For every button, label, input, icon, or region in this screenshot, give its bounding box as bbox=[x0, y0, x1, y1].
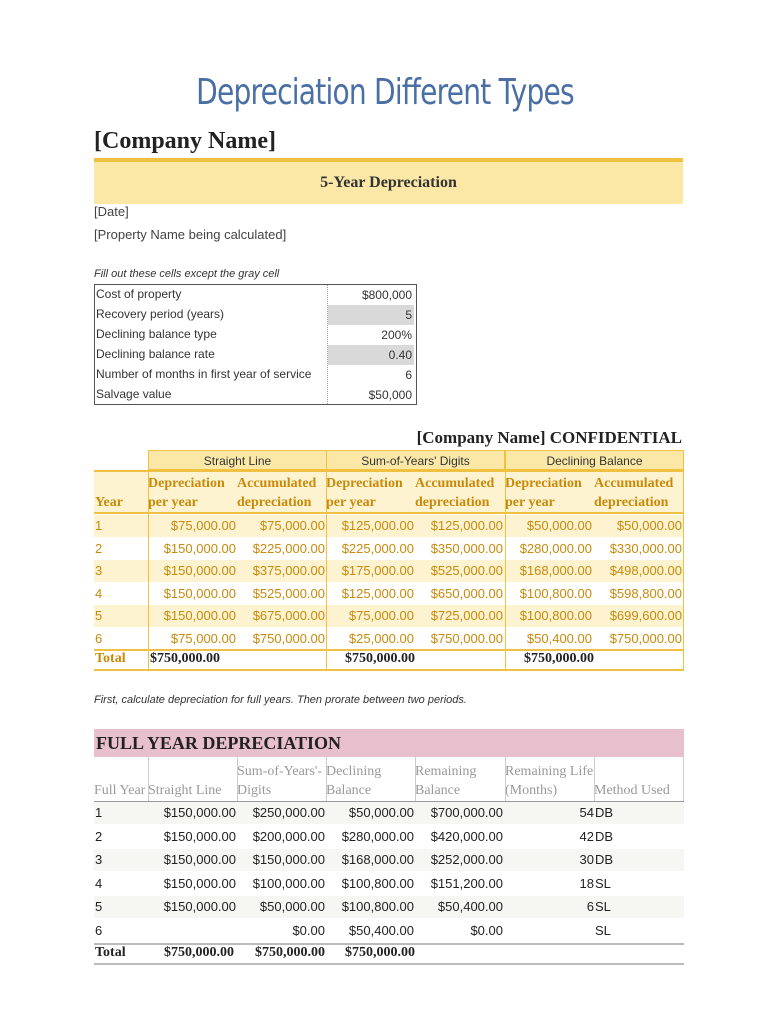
value-cell: $150,000.00 bbox=[163, 899, 236, 914]
value-cell: $75,000.00 bbox=[348, 608, 414, 623]
divider bbox=[505, 757, 506, 801]
column-header: depreciation bbox=[594, 495, 669, 510]
divider bbox=[326, 757, 327, 801]
value-cell: $100,800.00 bbox=[341, 899, 414, 914]
value-cell: $420,000.00 bbox=[430, 828, 503, 844]
column-header: Depreciation bbox=[148, 476, 225, 491]
value-cell: $150,000.00 bbox=[163, 875, 236, 891]
input-label: Cost of property bbox=[96, 287, 182, 301]
input-row bbox=[95, 325, 416, 345]
full-year-title: FULL YEAR DEPRECIATION bbox=[96, 733, 342, 753]
input-value[interactable]: $50,000 bbox=[368, 388, 412, 402]
column-header: per year bbox=[148, 495, 198, 510]
value-cell: 42 bbox=[579, 828, 594, 844]
value-cell: $50,400.00 bbox=[348, 922, 414, 938]
input-row bbox=[95, 345, 416, 365]
group-header: Declining Balance bbox=[505, 450, 684, 470]
total-value: $750,000.00 bbox=[255, 945, 325, 960]
value-cell: $0.00 bbox=[470, 922, 503, 938]
value-cell: $50,400.00 bbox=[437, 899, 503, 914]
input-label: Salvage value bbox=[96, 387, 172, 401]
column-header: Straight Line bbox=[148, 783, 222, 798]
column-header: Remaining Life bbox=[505, 764, 594, 779]
value-cell: $150,000.00 bbox=[163, 608, 236, 623]
value-cell: $150,000.00 bbox=[252, 852, 325, 867]
divider bbox=[148, 450, 149, 670]
value-cell: 6 bbox=[586, 899, 594, 914]
input-label: Recovery period (years) bbox=[96, 307, 225, 321]
value-cell: $151,200.00 bbox=[430, 875, 503, 891]
value-cell: $168,000.00 bbox=[519, 563, 592, 578]
value-cell: $150,000.00 bbox=[163, 540, 236, 556]
column-header: Depreciation bbox=[326, 476, 403, 491]
input-value: 0.40 bbox=[328, 345, 414, 365]
value-cell: $650,000.00 bbox=[430, 585, 503, 601]
value-cell: $750,000.00 bbox=[430, 630, 503, 646]
method-cell: SL bbox=[595, 899, 611, 914]
input-value[interactable]: 200% bbox=[381, 328, 412, 342]
value-cell: $750,000.00 bbox=[252, 630, 325, 646]
value-cell: $525,000.00 bbox=[430, 563, 503, 578]
year-cell: 3 bbox=[95, 563, 103, 578]
total-value: $750,000.00 bbox=[150, 651, 220, 666]
divider bbox=[148, 757, 149, 801]
property-name-field[interactable]: [Property Name being calculated] bbox=[94, 227, 287, 242]
column-header: per year bbox=[505, 495, 555, 510]
input-row bbox=[95, 385, 416, 405]
year-cell: 5 bbox=[95, 899, 103, 914]
value-cell: $150,000.00 bbox=[163, 852, 236, 867]
value-cell: $375,000.00 bbox=[252, 563, 325, 578]
input-label: Number of months in first year of service bbox=[96, 367, 312, 381]
note-text: First, calculate depreciation for full years. Then prorate between two periods. bbox=[94, 694, 467, 706]
column-header: Accumulated bbox=[415, 476, 495, 491]
column-header: Full Year bbox=[94, 783, 146, 798]
value-cell: $225,000.00 bbox=[252, 540, 325, 556]
value-cell: $280,000.00 bbox=[519, 540, 592, 556]
value-cell: $280,000.00 bbox=[341, 828, 414, 844]
year-cell: 4 bbox=[95, 585, 103, 601]
date-field[interactable]: [Date] bbox=[94, 204, 129, 219]
value-cell: $50,400.00 bbox=[526, 630, 592, 646]
value-cell: $350,000.00 bbox=[430, 540, 503, 556]
value-cell: $100,800.00 bbox=[341, 875, 414, 891]
value-cell: $168,000.00 bbox=[341, 852, 414, 867]
column-header: Digits bbox=[237, 783, 272, 798]
value-cell: $498,000.00 bbox=[609, 563, 682, 578]
group-header: Straight Line bbox=[148, 450, 327, 470]
column-header: depreciation bbox=[415, 495, 490, 510]
year-cell: 5 bbox=[95, 608, 103, 623]
total-value: $750,000.00 bbox=[164, 945, 234, 960]
value-cell: $150,000.00 bbox=[163, 828, 236, 844]
value-cell: 18 bbox=[579, 875, 594, 891]
value-cell: $225,000.00 bbox=[341, 540, 414, 556]
column-header: Method Used bbox=[594, 783, 670, 798]
value-cell: 30 bbox=[579, 852, 594, 867]
input-label: Declining balance rate bbox=[96, 347, 215, 361]
column-header: Declining bbox=[326, 764, 382, 779]
value-cell: $50,000.00 bbox=[616, 518, 682, 533]
total-label: Total bbox=[95, 945, 126, 960]
value-cell: $598,800.00 bbox=[609, 585, 682, 601]
divider bbox=[683, 450, 684, 670]
total-value: $750,000.00 bbox=[345, 651, 415, 666]
value-cell: $75,000.00 bbox=[170, 518, 236, 533]
column-header: (Months) bbox=[505, 783, 558, 798]
value-cell: $25,000.00 bbox=[348, 630, 414, 646]
input-row bbox=[95, 365, 416, 385]
value-cell: $725,000.00 bbox=[430, 608, 503, 623]
year-header: Year bbox=[95, 495, 123, 510]
method-cell: DB bbox=[595, 852, 614, 867]
value-cell: $525,000.00 bbox=[252, 585, 325, 601]
inputs-table bbox=[94, 284, 417, 405]
value-cell: $75,000.00 bbox=[259, 518, 325, 533]
value-cell: $125,000.00 bbox=[341, 518, 414, 533]
value-cell: $700,000.00 bbox=[430, 805, 503, 820]
year-cell: 6 bbox=[95, 922, 103, 938]
year-cell: 1 bbox=[95, 805, 103, 820]
input-row bbox=[95, 285, 416, 305]
group-header: Sum-of-Years' Digits bbox=[326, 450, 505, 470]
company-name[interactable]: [Company Name] bbox=[94, 128, 276, 154]
input-value[interactable]: $800,000 bbox=[361, 288, 412, 302]
value-cell: $150,000.00 bbox=[163, 585, 236, 601]
value-cell: $330,000.00 bbox=[609, 540, 682, 556]
total-value: $750,000.00 bbox=[524, 651, 594, 666]
input-label: Declining balance type bbox=[96, 327, 217, 341]
value-cell: $250,000.00 bbox=[252, 805, 325, 820]
method-cell: SL bbox=[595, 922, 611, 938]
divider bbox=[326, 450, 327, 670]
value-cell: $175,000.00 bbox=[341, 563, 414, 578]
divider bbox=[237, 757, 238, 801]
value-cell: $150,000.00 bbox=[163, 805, 236, 820]
method-cell: SL bbox=[595, 875, 611, 891]
value-cell: 54 bbox=[579, 805, 594, 820]
page-title: Depreciation Different Types bbox=[196, 72, 574, 113]
value-cell: $50,000.00 bbox=[526, 518, 592, 533]
band-title: 5-Year Depreciation bbox=[320, 174, 457, 191]
divider bbox=[415, 757, 416, 801]
confidential-label: [Company Name] CONFIDENTIAL bbox=[416, 428, 682, 447]
value-cell: $200,000.00 bbox=[252, 828, 325, 844]
instructions-text: Fill out these cells except the gray cell bbox=[94, 268, 280, 280]
input-row bbox=[95, 305, 416, 325]
value-cell: $150,000.00 bbox=[163, 563, 236, 578]
year-cell: 6 bbox=[95, 630, 103, 646]
full-year-header bbox=[94, 729, 684, 757]
input-value: 5 bbox=[328, 305, 414, 325]
value-cell: $125,000.00 bbox=[341, 585, 414, 601]
divider bbox=[594, 757, 595, 801]
header-band bbox=[94, 158, 683, 204]
year-cell: 1 bbox=[95, 518, 103, 533]
column-header: Accumulated bbox=[237, 476, 317, 491]
value-cell: $750,000.00 bbox=[609, 630, 682, 646]
value-cell: $50,000.00 bbox=[348, 805, 414, 820]
input-value[interactable]: 6 bbox=[405, 368, 412, 382]
value-cell: $50,000.00 bbox=[259, 899, 325, 914]
column-header: Balance bbox=[415, 783, 461, 798]
value-cell bbox=[506, 920, 594, 942]
column-header: Accumulated bbox=[594, 476, 674, 491]
year-cell: 3 bbox=[95, 852, 103, 867]
divider bbox=[683, 757, 684, 801]
value-cell: $100,000.00 bbox=[252, 875, 325, 891]
year-cell: 4 bbox=[95, 875, 103, 891]
method-cell: DB bbox=[595, 805, 614, 820]
divider bbox=[505, 450, 506, 670]
value-cell: $100,800.00 bbox=[519, 585, 592, 601]
value-cell: $252,000.00 bbox=[430, 852, 503, 867]
column-header: Balance bbox=[326, 783, 372, 798]
total-label: Total bbox=[95, 651, 126, 666]
year-cell: 2 bbox=[95, 828, 103, 844]
value-cell: $0.00 bbox=[292, 922, 325, 938]
value-cell: $100,800.00 bbox=[519, 608, 592, 623]
value-cell: $75,000.00 bbox=[170, 630, 236, 646]
value-cell: $125,000.00 bbox=[430, 518, 503, 533]
total-value: $750,000.00 bbox=[345, 945, 415, 960]
column-header: depreciation bbox=[237, 495, 312, 510]
value-cell: $699,600.00 bbox=[609, 608, 682, 623]
value-cell bbox=[148, 920, 236, 942]
year-cell: 2 bbox=[95, 540, 103, 556]
column-header: Remaining bbox=[415, 764, 477, 779]
column-header: Depreciation bbox=[505, 476, 582, 491]
method-cell: DB bbox=[595, 828, 614, 844]
column-header: Sum-of-Years'- bbox=[237, 764, 323, 779]
column-header: per year bbox=[326, 495, 376, 510]
value-cell: $675,000.00 bbox=[252, 608, 325, 623]
